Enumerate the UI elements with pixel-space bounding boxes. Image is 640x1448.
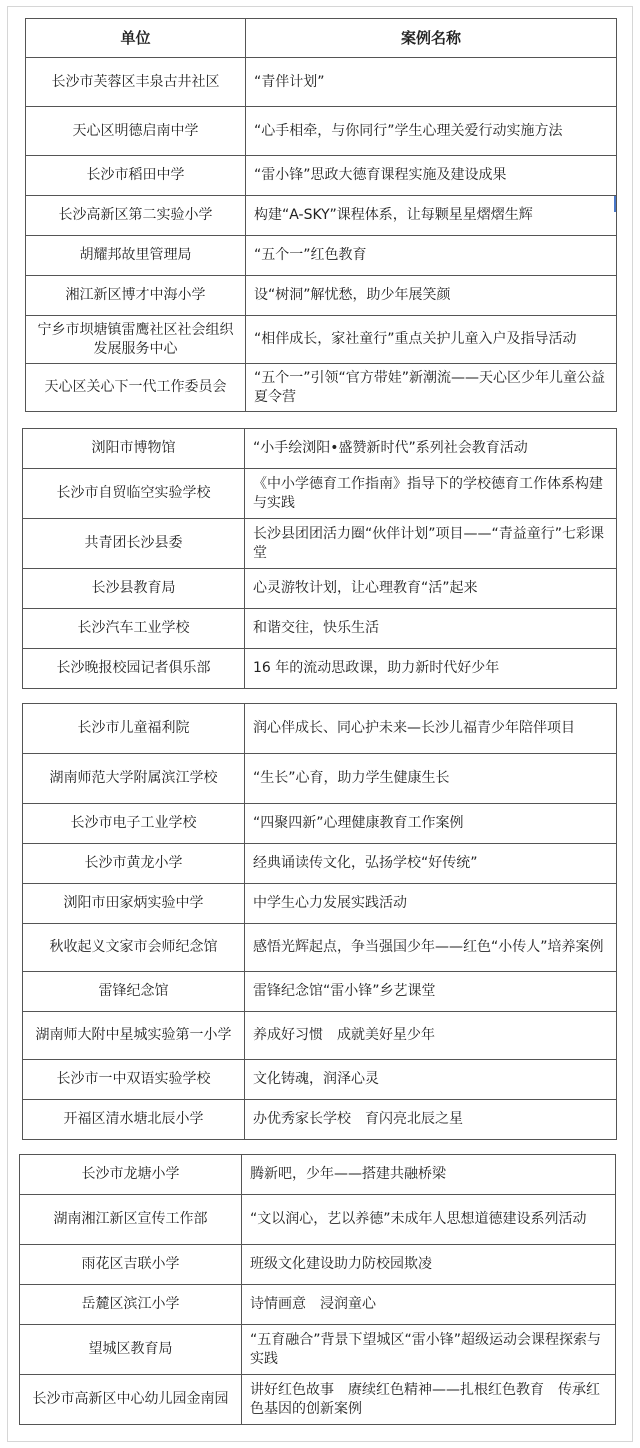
table-row bbox=[26, 58, 617, 107]
unit-cell: 湖南湘江新区宣传工作部 bbox=[20, 1195, 242, 1245]
table-row bbox=[26, 236, 617, 276]
case-cell: “雷小锋”思政大德育课程实施及建设成果 bbox=[246, 156, 617, 196]
unit-cell: 长沙晚报校园记者俱乐部 bbox=[23, 649, 245, 689]
table-row bbox=[23, 804, 617, 844]
table-row bbox=[23, 884, 617, 924]
case-cell: “五个一”红色教育 bbox=[246, 236, 617, 276]
case-cell: “文以润心，艺以养德”未成年人思想道德建设系列活动 bbox=[242, 1195, 616, 1245]
case-cell: 《中小学德育工作指南》指导下的学校德育工作体系构建与实践 bbox=[245, 469, 617, 519]
table-row bbox=[20, 1245, 616, 1285]
unit-cell: 长沙市龙塘小学 bbox=[20, 1155, 242, 1195]
unit-cell: 天心区明德启南中学 bbox=[26, 107, 246, 156]
table-row bbox=[26, 364, 617, 412]
table-row bbox=[23, 429, 617, 469]
case-cell: 雷锋纪念馆“雷小锋”乡艺课堂 bbox=[245, 972, 617, 1012]
unit-cell: 湘江新区博才中海小学 bbox=[26, 276, 246, 316]
unit-cell: 浏阳市田家炳实验中学 bbox=[23, 884, 245, 924]
award-table-4 bbox=[19, 1154, 616, 1425]
unit-cell: 长沙市高新区中心幼儿园金南园 bbox=[20, 1375, 242, 1425]
unit-cell: 湖南师大附中星城实验第一小学 bbox=[23, 1012, 245, 1060]
unit-cell: 开福区清水塘北辰小学 bbox=[23, 1100, 245, 1140]
unit-cell: 浏阳市博物馆 bbox=[23, 429, 245, 469]
unit-cell: 长沙市黄龙小学 bbox=[23, 844, 245, 884]
case-cell: 构建“A-SKY”课程体系，让每颗星星熠熠生辉 bbox=[246, 196, 617, 236]
case-cell: “相伴成长，家社童行”重点关护儿童入户及指导活动 bbox=[246, 316, 617, 364]
table-row bbox=[23, 704, 617, 754]
unit-cell: 长沙县教育局 bbox=[23, 569, 245, 609]
case-cell: 中学生心力发展实践活动 bbox=[245, 884, 617, 924]
unit-cell: 长沙市自贸临空实验学校 bbox=[23, 469, 245, 519]
table-row bbox=[23, 1012, 617, 1060]
case-cell: “四聚四新”心理健康教育工作案例 bbox=[245, 804, 617, 844]
unit-cell: 胡耀邦故里管理局 bbox=[26, 236, 246, 276]
case-cell: 感悟光辉起点，争当强国少年——红色“小传人”培养案例 bbox=[245, 924, 617, 972]
case-cell: 16 年的流动思政课，助力新时代好少年 bbox=[245, 649, 617, 689]
case-cell: 腾新吧，少年——搭建共融桥梁 bbox=[242, 1155, 616, 1195]
case-cell: “五育融合”背景下望城区“雷小锋”超级运动会课程探索与实践 bbox=[242, 1325, 616, 1375]
table-row bbox=[23, 519, 617, 569]
unit-cell: 秋收起义文家市会师纪念馆 bbox=[23, 924, 245, 972]
table-row bbox=[26, 156, 617, 196]
case-cell: 润心伴成长、同心护未来—长沙儿福青少年陪伴项目 bbox=[245, 704, 617, 754]
unit-cell: 岳麓区滨江小学 bbox=[20, 1285, 242, 1325]
unit-cell: 长沙市电子工业学校 bbox=[23, 804, 245, 844]
table-row bbox=[23, 972, 617, 1012]
case-cell: 长沙县团团活力圈“伙伴计划”项目——“青益童行”七彩课堂 bbox=[245, 519, 617, 569]
table-row bbox=[20, 1155, 616, 1195]
table-row bbox=[26, 107, 617, 156]
unit-cell: 长沙汽车工业学校 bbox=[23, 609, 245, 649]
header-case-name: 案例名称 bbox=[246, 19, 617, 58]
header-row bbox=[26, 19, 617, 58]
unit-cell: 长沙市一中双语实验学校 bbox=[23, 1060, 245, 1100]
table-row bbox=[23, 469, 617, 519]
case-cell: 讲好红色故事 赓续红色精神——扎根红色教育 传承红色基因的创新案例 bbox=[242, 1375, 616, 1425]
case-cell: “五个一”引领“官方带娃”新潮流——天心区少年儿童公益夏令营 bbox=[246, 364, 617, 412]
case-cell: 办优秀家长学校 育闪亮北辰之星 bbox=[245, 1100, 617, 1140]
table-row bbox=[23, 649, 617, 689]
unit-cell: 长沙市芙蓉区丰泉古井社区 bbox=[26, 58, 246, 107]
table-row bbox=[23, 609, 617, 649]
table-row bbox=[23, 1060, 617, 1100]
case-cell: 养成好习惯 成就美好星少年 bbox=[245, 1012, 617, 1060]
unit-cell: 长沙市儿童福利院 bbox=[23, 704, 245, 754]
table-row bbox=[23, 924, 617, 972]
case-cell: 和谐交往，快乐生活 bbox=[245, 609, 617, 649]
unit-cell: 雨花区吉联小学 bbox=[20, 1245, 242, 1285]
table-row bbox=[26, 196, 617, 236]
unit-cell: 雷锋纪念馆 bbox=[23, 972, 245, 1012]
award-table-3 bbox=[22, 703, 617, 1140]
table-row bbox=[23, 569, 617, 609]
table-row bbox=[26, 316, 617, 364]
table-row bbox=[23, 754, 617, 804]
unit-cell: 长沙市稻田中学 bbox=[26, 156, 246, 196]
case-cell: “小手绘浏阳•盛赞新时代”系列社会教育活动 bbox=[245, 429, 617, 469]
table-row bbox=[20, 1375, 616, 1425]
case-cell: 经典诵读传文化，弘扬学校“好传统” bbox=[245, 844, 617, 884]
case-cell: 诗情画意 浸润童心 bbox=[242, 1285, 616, 1325]
case-cell: 班级文化建设助力防校园欺凌 bbox=[242, 1245, 616, 1285]
unit-cell: 长沙高新区第二实验小学 bbox=[26, 196, 246, 236]
table-row bbox=[23, 844, 617, 884]
case-cell: “生长”心育，助力学生健康生长 bbox=[245, 754, 617, 804]
table-row bbox=[26, 276, 617, 316]
table-row bbox=[20, 1195, 616, 1245]
table-row bbox=[20, 1285, 616, 1325]
unit-cell: 天心区关心下一代工作委员会 bbox=[26, 364, 246, 412]
table-row bbox=[23, 1100, 617, 1140]
unit-cell: 望城区教育局 bbox=[20, 1325, 242, 1375]
award-table-2 bbox=[22, 428, 617, 689]
case-cell: 设“树洞”解忧愁，助少年展笑颜 bbox=[246, 276, 617, 316]
case-cell: “青伴计划” bbox=[246, 58, 617, 107]
unit-cell: 湖南师范大学附属滨江学校 bbox=[23, 754, 245, 804]
case-cell: “心手相牵，与你同行”学生心理关爱行动实施方法 bbox=[246, 107, 617, 156]
award-table-1 bbox=[25, 18, 617, 412]
unit-cell: 宁乡市坝塘镇雷鹰社区社会组织发展服务中心 bbox=[26, 316, 246, 364]
case-cell: 心灵游牧计划，让心理教育“活”起来 bbox=[245, 569, 617, 609]
unit-cell: 共青团长沙县委 bbox=[23, 519, 245, 569]
table-row bbox=[20, 1325, 616, 1375]
header-unit: 单位 bbox=[26, 19, 246, 58]
case-cell: 文化铸魂，润泽心灵 bbox=[245, 1060, 617, 1100]
